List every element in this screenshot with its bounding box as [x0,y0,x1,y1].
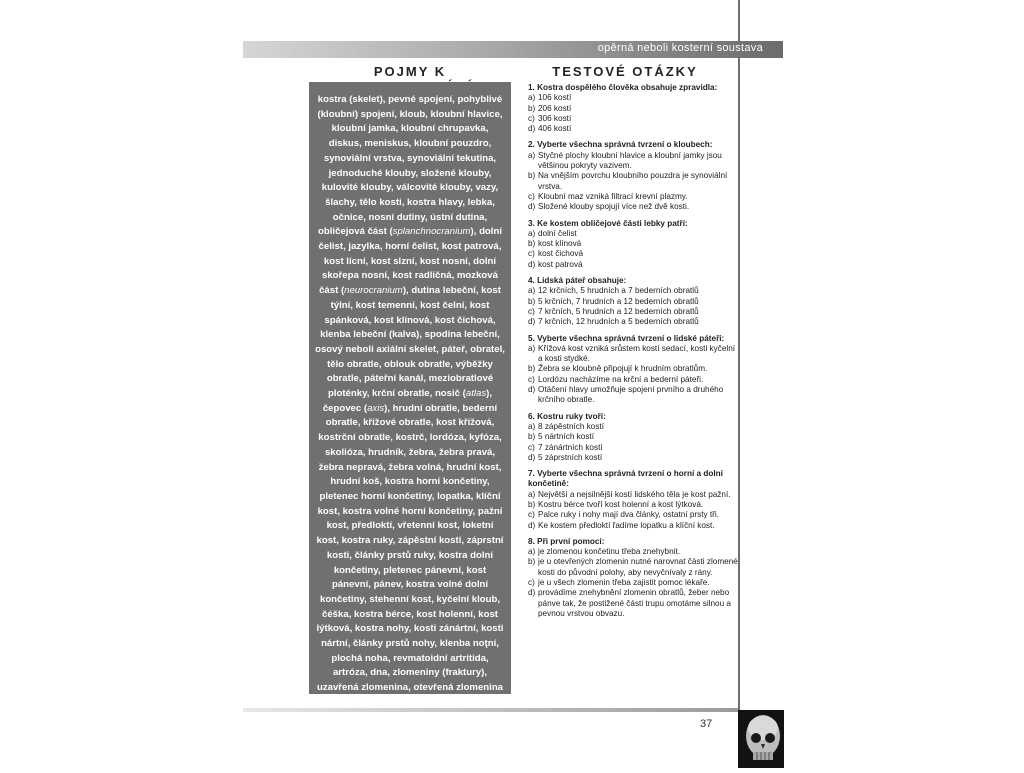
answer-option [528,453,738,463]
option-letter: b) [528,364,536,374]
option-text: kost klínová [538,239,582,249]
option-text: 7 krčních, 5 hrudních a 12 bederních obratlů [538,306,699,316]
option-letter: c) [528,113,535,123]
answer-option [528,249,738,259]
latin-term: neurocranium [344,285,403,297]
option-text: 106 kostí [538,93,572,103]
option-letter: d) [528,452,536,462]
option-letter: c) [528,510,535,520]
option-letter: a) [528,421,536,431]
option-text: 306 kostí [538,113,572,123]
option-text: je u všech zlomenin třeba zajistit pomoc lékaře. [538,578,710,588]
option-letter: a) [528,228,536,238]
option-text: provádíme znehybnění zlomenin obratlů, žeber nebo pánve tak, že postižené části trupu omotáme silnou a pevnou vrstvou obvazu. [538,588,731,618]
terms-segment: ), hrudní obratle, bederní obratle, křížové obratle, kost křížová, kostrční obratle, kostrč, lordóza, kyfóza, skolióza, hrudník, žebra, žebra pravá, žebra nepravá, žebra volná, hrudní kost, hrudní koš, kostra horní končetiny, pletenec horní končetiny, lopatka, klíční kost, kostra volné horní končetiny, pažní kost, předloktí, vřetenní kost, loketní kost, kostra ruky, zápěstní kosti, záprstní kosti, články prstů ruky, kostra dolní končetiny, pletenec pánevní, kost pánevní, pánev, kostra volné dolní končetiny, stehenní kost, kyčelní kloub, čéška, kostra bérce, kost holenní, kost lýtková, kostra nohy, kosti zánártní, kosti nártní, články prstů nohy, klenba noţní, plochá noha, revmatoidní artritida, artróza, dna, zlomeniny (fraktury), uzavřená zlomenina, otevřená zlomenina [316,402,504,694]
option-text: Složené klouby spojují více než dvě kosti. [538,202,690,212]
question-block [528,537,738,619]
answer-option [528,443,738,453]
terms-segment: ), čepovec ( [322,388,493,414]
latin-term: splanchnocranium [392,226,471,238]
option-text: 5 záprstních kostí [538,452,603,462]
option-letter: b) [528,499,536,509]
latin-term: axis [367,402,385,414]
option-text: Žebra se kloubně připojují k hrudním obratlům. [538,364,708,374]
question-block [528,334,738,406]
option-text: Největší a nejsilnější kostí lidského těla je kost pažní. [538,489,731,499]
option-letter: d) [528,385,536,395]
answer-option [528,229,738,239]
option-letter: b) [528,432,536,442]
option-text: Palce ruky i nohy mají dva články, ostatní prsty tři. [538,510,719,520]
option-letter: b) [528,103,536,113]
option-letter: b) [528,557,536,567]
option-text: 206 kostí [538,103,572,113]
answer-option [528,521,738,531]
option-letter: c) [528,578,535,588]
option-text: 12 krčních, 5 hrudních a 7 bederních obratlů [538,286,699,296]
question-block [528,469,738,531]
option-letter: b) [528,171,536,181]
option-text: Styčné plochy kloubní hlavice a kloubní jamky jsou většinou pokryty vazivem. [538,150,722,171]
questions-list [528,83,738,625]
option-letter: a) [528,286,536,296]
answer-option [528,171,738,192]
page-edge-rule [738,0,740,715]
option-text: Na vnějším povrchu kloubního pouzdra je synoviální vrstva. [538,171,728,191]
answer-option [528,239,738,249]
answer-option [528,547,738,557]
option-text: Otáčení hlavy umožňuje spojení prvního a druhého krčního obratle. [538,385,724,405]
question-block [528,276,738,327]
answer-option [528,93,738,103]
answer-option [528,202,738,212]
section-title: opěrná neboli kosterní soustava [597,42,763,54]
answer-option [528,286,738,296]
answer-option [528,344,738,365]
option-letter: a) [528,547,536,557]
option-text: 5 krčních, 7 hrudních a 12 bederních obratlů [538,296,699,306]
answer-option [528,422,738,432]
question-title: 6. Kostru ruky tvoří: [528,411,606,421]
question-title: 3. Ke kostem obličejové části lebky patří: [528,218,688,228]
footer-rule [243,708,738,712]
option-letter: b) [528,239,536,249]
option-text: je u otevřených zlomenin nutné narovnat části zlomené kosti do původní polohy, aby nevyčnívaly z rány. [538,557,738,577]
option-letter: b) [528,296,536,306]
answer-option [528,375,738,385]
question-title: 1. Kostra dospělého člověka obsahuje zpravidla: [528,83,718,92]
option-text: 7 krčních, 12 hrudních a 5 bederních obratlů [538,317,699,327]
answer-option [528,490,738,500]
terms-segment: ), dutina lebeční, kost týlní, kost temenní, kost čelní, kost spánková, kost klínová, kost čichová, klenba lebeční (kalva), spodina lebeční, osový neboli axiální skelet, páteř, obratel, tělo obratle, oblouk obratle, výběžky obratle, páteřní kanál, meziobratlové ploténky, krční obratle, nosič ( [315,285,505,400]
option-letter: d) [528,520,536,530]
answer-option [528,297,738,307]
answer-option [528,307,738,317]
answer-option [528,260,738,270]
option-letter: d) [528,259,536,269]
option-text: dolní čelist [538,228,577,238]
section-header-band [243,41,783,58]
question-block [528,219,738,270]
questions-heading: TESTOVÉ OTÁZKY [552,64,698,79]
option-text: Kloubní maz vzniká filtrací krevní plazmy. [538,191,688,201]
answer-option [528,114,738,124]
option-letter: c) [528,249,535,259]
terms-segment: kostra (skelet), pevné spojení, pohyblivé (kloubní) spojení, kloub, kloubní hlavice, kloubní jamka, kloubní chrupavka, diskus, meniskus, kloubní pouzdro, synoviální vrstva, synoviální tekutina, jednoduché klouby, složené klouby, kulovité klouby, válcovité klouby, vazy, šlachy, tělo kosti, kostra hlavy, lebka, očnice, nosní dutiny, ústní dutina, obličejová část ( [317,94,503,238]
option-text: 8 zápěstních kostí [538,421,604,431]
option-letter: a) [528,489,536,499]
option-text: 7 zánártních kostí [538,442,603,452]
option-text: je zlomenou končetinu třeba znehybnit. [538,547,681,557]
page-number: 37 [700,718,713,730]
question-block [528,140,738,212]
option-letter: d) [528,588,536,598]
option-letter: c) [528,191,535,201]
answer-option [528,432,738,442]
option-letter: a) [528,93,536,103]
question-title: 7. Vyberte všechna správná tvrzení o horní a dolní končetině: [528,469,723,489]
option-letter: c) [528,306,535,316]
option-text: Lordózu nacházíme na krční a bederní páteři. [538,374,704,384]
skull-image [738,710,784,768]
option-text: Křížová kost vzniká srůstem kostí sedací, kosti kyčelní a kosti stydké. [538,343,736,364]
option-letter: d) [528,124,536,134]
answer-option [528,385,738,406]
option-text: Kostru bérce tvoří kost holenní a kost lýtková. [538,499,704,509]
question-block [528,83,738,134]
option-letter: c) [528,374,535,384]
answer-option [528,510,738,520]
terms-segment: ), dolní čelist, jazylka, horní čelist, kost patrová, kost lícní, kost slzní, kost nosní, dolní skořepa nosní, kost radličná, mozková část ( [318,226,502,297]
question-title: 8. Při první pomoci: [528,536,605,546]
answer-option [528,192,738,202]
answer-option [528,588,738,619]
answer-option [528,151,738,172]
answer-option [528,124,738,134]
terms-text [315,93,505,696]
question-block [528,412,738,463]
option-text: 406 kostí [538,124,572,134]
option-letter: a) [528,150,536,160]
option-letter: d) [528,317,536,327]
question-title: 4. Lidská páteř obsahuje: [528,276,627,286]
question-title: 2. Vyberte všechna správná tvrzení o kloubech: [528,140,713,150]
answer-option [528,364,738,374]
answer-option [528,578,738,588]
answer-option [528,557,738,578]
answer-option [528,500,738,510]
answer-option [528,317,738,327]
option-text: Ke kostem předloktí řadíme lopatku a klíční kost. [538,520,715,530]
option-text: 5 nártních kostí [538,432,594,442]
terms-panel [309,82,511,694]
question-title: 5. Vyberte všechna správná tvrzení o lidské páteři: [528,333,725,343]
option-text: kost čichová [538,249,584,259]
option-text: kost patrová [538,259,583,269]
option-letter: d) [528,202,536,212]
latin-term: atlas [465,388,487,400]
answer-option [528,104,738,114]
terms-heading: POJMY K [373,64,447,79]
option-letter: a) [528,343,536,353]
option-letter: c) [528,442,535,452]
